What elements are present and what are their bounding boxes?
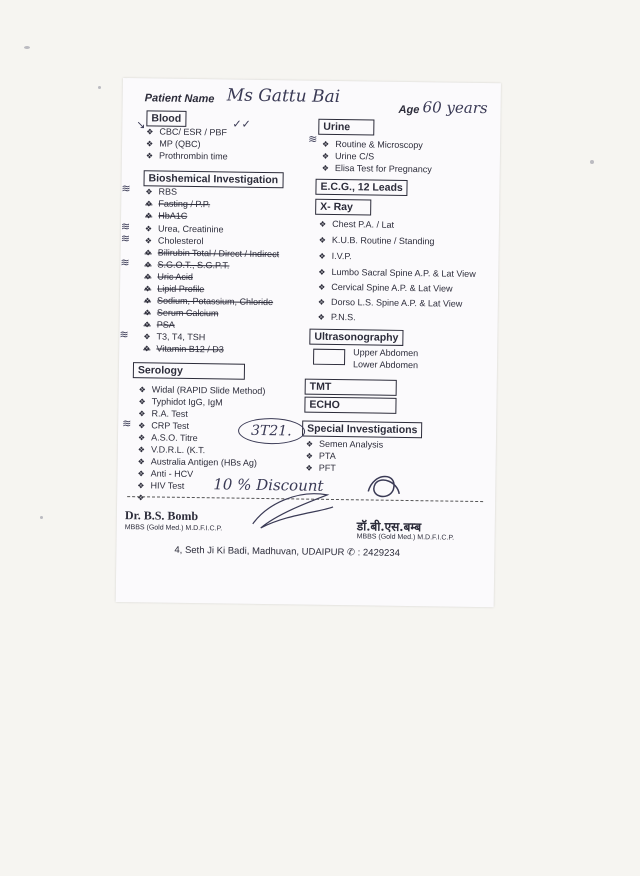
patient-name-label: Patient Name	[144, 92, 215, 106]
list-item: ❖ PTA	[305, 450, 336, 462]
list-item: ❖ HbA1C	[145, 210, 188, 221]
discount-note: 10 % Discount	[213, 475, 324, 495]
list-item: ❖ I.V.P.	[318, 250, 352, 262]
list-item: ❖ Prothrombin time	[145, 150, 228, 162]
list-item: ❖ Semen Analysis	[305, 438, 384, 450]
list-item: ❖ RBS	[145, 186, 178, 197]
check-mark: ≋	[120, 219, 131, 234]
list-item: ❖ V.D.R.L. (K.T.	[137, 444, 206, 456]
list-item: ❖ Routine & Microscopy	[322, 138, 423, 151]
list-item: ❖ Cervical Spine A.P. & Lat View	[318, 281, 453, 294]
special-heading: Special Investigations	[302, 421, 423, 439]
blood-heading: Blood	[146, 110, 186, 127]
scan-speck	[24, 46, 30, 49]
prescription-sheet	[116, 78, 501, 607]
list-item: ❖	[137, 493, 145, 503]
ecg-heading: E.C.G., 12 Leads	[315, 179, 408, 196]
list-item: ❖ Australia Antigen (HBs Ag)	[137, 456, 257, 468]
list-item: ❖ Typhidot IgG, IgM	[138, 396, 223, 408]
list-item: ❖ Cholesterol	[144, 235, 204, 247]
list-item: ❖ T3, T4, TSH	[143, 331, 206, 343]
address: 4, Seth Ji Ki Badi, Madhuvan, UDAIPUR ✆ : 2429234	[174, 544, 400, 559]
list-item: ❖ Fasting / P.P.	[145, 198, 211, 210]
check-mark: ≋	[122, 417, 132, 431]
list-item: ❖ Vitamin B12 / D3	[143, 343, 224, 355]
serology-heading: Serology	[133, 362, 245, 380]
list-item: ❖ Chest P.A. / Lat	[318, 218, 395, 230]
check-mark: ≋	[121, 181, 131, 196]
list-item: ❖ Urea, Creatinine	[144, 223, 224, 235]
list-item: ❖ Anti - HCV	[137, 468, 194, 480]
xray-heading: X- Ray	[315, 199, 371, 216]
check-mark: ↘	[136, 118, 146, 132]
scan-speck	[98, 86, 101, 89]
urine-heading: Urine	[318, 119, 374, 136]
age-label: Age	[398, 103, 420, 117]
list-item: ❖ S.G.O.T., S.G.P.T.	[144, 259, 230, 271]
list-item: ❖ CRP Test	[138, 420, 190, 431]
usg-box	[313, 349, 345, 365]
patient-name-value: Ms Gattu Bai	[226, 85, 341, 108]
check-mark: ✓✓	[232, 117, 251, 131]
scan-speck	[40, 516, 43, 519]
list-item: ❖ PSA	[143, 319, 175, 330]
check-mark: ≋	[119, 327, 129, 342]
list-item: ❖ Elisa Test for Pregnancy	[321, 162, 432, 175]
list-item: ❖ Lumbo Sacral Spine A.P. & Lat View	[318, 266, 476, 279]
list-item: ❖ MP (QBC)	[146, 138, 201, 150]
tmt-heading: TMT	[305, 379, 397, 396]
list-item: ❖ R.A. Test	[138, 408, 188, 419]
doctor-name-en: Dr. B.S. Bomb	[124, 508, 199, 524]
circled-annotation: 3T21.	[238, 418, 305, 445]
check-mark: ≋	[120, 231, 131, 246]
list-item: ❖ Urine C/S	[321, 150, 375, 162]
doctor-qualification-hi: MBBS (Gold Med.) M.D.F.I.C.P.	[356, 533, 455, 542]
list-item: ❖ A.S.O. Titre	[137, 432, 198, 444]
check-mark: ≋	[308, 132, 318, 146]
check-mark: ≋	[120, 255, 130, 270]
list-item: Lower Abdomen	[352, 359, 419, 371]
list-item: ❖ Widal (RAPID Slide Method)	[138, 384, 266, 397]
list-item: ❖ HIV Test	[137, 480, 185, 491]
scan-speck	[590, 160, 594, 164]
signature-scribble	[363, 471, 403, 502]
list-item: ❖ Serum Calcium	[143, 307, 219, 319]
list-item: Upper Abdomen	[353, 347, 419, 359]
usg-heading: Ultrasonography	[309, 329, 403, 346]
list-item: ❖ K.U.B. Routine / Standing	[318, 234, 435, 247]
list-item: ❖ PFT	[305, 462, 336, 474]
list-item: ❖ Uric Acid	[144, 271, 193, 282]
list-item: ❖ P.N.S.	[317, 311, 356, 323]
list-item: ❖ CBC/ ESR / PBF	[146, 126, 228, 138]
signature	[247, 484, 338, 531]
list-item: ❖ Bilirubin Total / Direct / Indirect	[144, 247, 280, 260]
list-item: ❖ Lipid Profile	[143, 283, 205, 295]
list-item: ❖ Sodium, Potassium, Chloride	[143, 295, 274, 308]
doctor-qualification-en: MBBS (Gold Med.) M.D.F.I.C.P.	[124, 524, 223, 533]
biochem-heading: Bioshemical Investigation	[143, 170, 283, 188]
echo-heading: ECHO	[304, 397, 396, 414]
age-value: 60 years	[422, 98, 488, 118]
list-item: ❖ Dorso L.S. Spine A.P. & Lat View	[317, 296, 463, 309]
doctor-name-hi: डॉ.बी.एस.बम्ब	[356, 519, 422, 535]
